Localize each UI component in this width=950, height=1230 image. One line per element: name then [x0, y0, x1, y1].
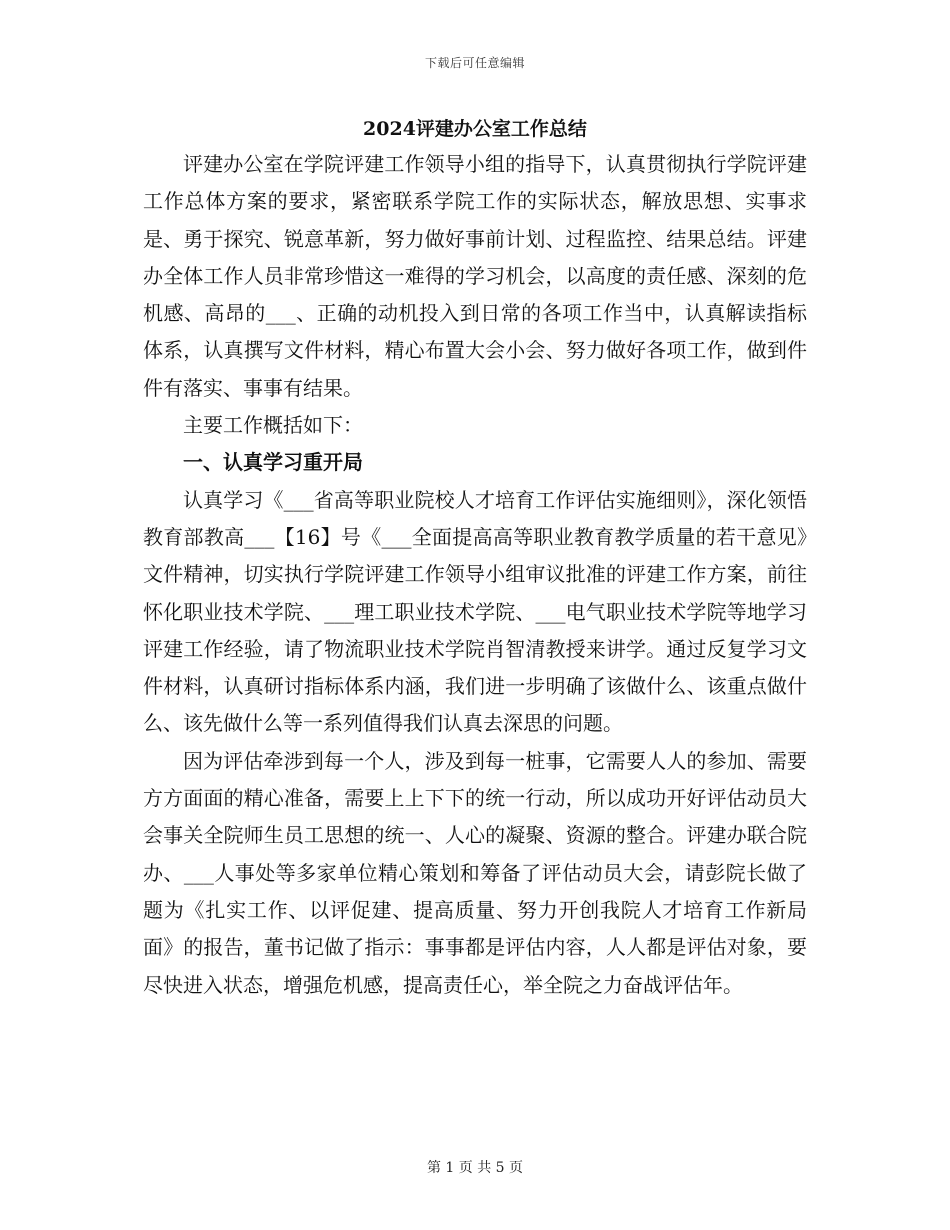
- intro-paragraph: 评建办公室在学院评建工作领导小组的指导下，认真贯彻执行学院评建工作总体方案的要求，紧密联系学院工作的实际状态，解放思想、实事求是、勇于探究、锐意革新，努力做好事前计划、过程监控、结果总结。评建办全体工作人员非常珍惜这一难得的学习机会，以高度的责任感、深刻的危机感、高昂的___、正确的动机投入到日常的各项工作当中，认真解读指标体系，认真撰写文件材料，精心布置大会小会、努力做好各项工作，做到件件有落实、事事有结果。: [143, 152, 807, 400]
- section1-paragraph-1: 认真学习《___省高等职业院校人才培育工作评估实施细则》，深化领悟教育部教高___【16】号《___全面提高高等职业教育教学质量的若干意见》文件精神，切实执行学院评建工作领导小组审议批准的评建工作方案，前往怀化职业技术学院、___理工职业技术学院、___电气职业技术学院等地学习评建工作经验，请了物流职业技术学院肖智清教授来讲学。通过反复学习文件材料，认真研讨指标体系内涵，我们进一步明确了该做什么、该重点做什么、该先做什么等一系列值得我们认真去深思的问题。: [143, 487, 807, 736]
- document-body: [143, 112, 807, 1004]
- section-heading-1: 一、认真学习重开局: [183, 450, 363, 475]
- page-footer: 第 1 页 共 5 页: [426, 1160, 524, 1176]
- section1-paragraph-2: 因为评估牵涉到每一个人，涉及到每一桩事，它需要人人的参加、需要方方面面的精心准备，需要上上下下的统一行动，所以成功开好评估动员大会事关全院师生员工思想的统一、人心的凝聚、资源的整合。评建办联合院办、___人事处等多家单位精心策划和筹备了评估动员大会，请彭院长做了题为《扎实工作、以评促建、提高质量、努力开创我院人才培育工作新局面》的报告，董书记做了指示：事事都是评估内容，人人都是评估对象，要尽快进入状态，增强危机感，提高责任心，举全院之力奋战评估年。: [143, 748, 807, 997]
- document-title: 2024评建办公室工作总结: [363, 118, 587, 140]
- header-note: 下载后可任意编辑: [424, 56, 525, 70]
- summary-intro: 主要工作概括如下：: [183, 413, 363, 438]
